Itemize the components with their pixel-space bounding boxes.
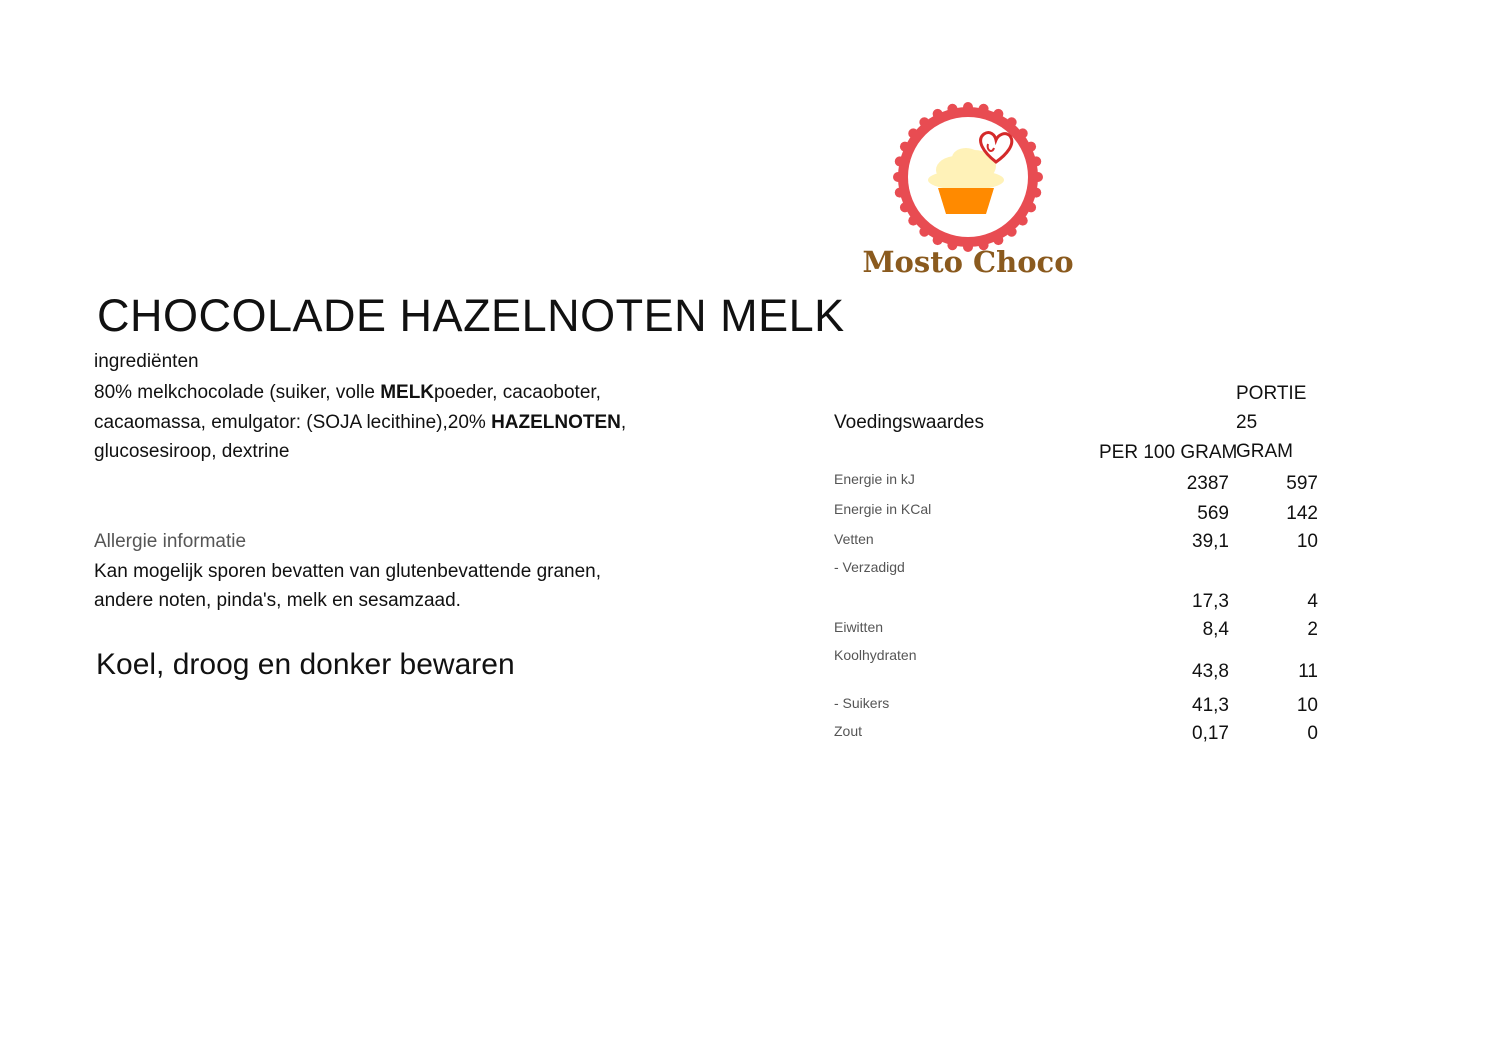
nutrition-row-label: Energie in kJ xyxy=(834,471,915,487)
ingredients-line-1 xyxy=(94,382,601,404)
logo-graphic xyxy=(858,100,1080,282)
nutrition-row-label: Energie in KCal xyxy=(834,501,932,517)
ingredients-text: 80% melkchocolade (suiker, volle xyxy=(94,382,381,403)
ingredients-heading: ingrediënten xyxy=(94,351,199,372)
nutrition-row-per100: 2387 xyxy=(1186,473,1229,494)
ingredients-line-2 xyxy=(94,412,626,434)
nutrition-row-label: Zout xyxy=(834,723,863,739)
portion-header-line-3: GRAM xyxy=(1236,441,1293,462)
brand-logo xyxy=(858,100,1080,282)
nutrition-row-per100: 41,3 xyxy=(1192,695,1229,716)
nutrition-row-portion: 4 xyxy=(1307,591,1318,612)
nutrition-row-per100: 17,3 xyxy=(1192,591,1229,612)
nutrition-row-portion: 10 xyxy=(1296,531,1318,552)
allergy-line-2: andere noten, pinda's, melk en sesamzaad. xyxy=(94,590,461,611)
nutrition-row-label: - Suikers xyxy=(834,695,890,711)
nutrition-row-label: - Verzadigd xyxy=(834,559,905,575)
allergen-milk: MELK xyxy=(380,382,435,403)
ingredients-text: poeder, cacaoboter, xyxy=(434,382,601,403)
nutrition-row-per100: 43,8 xyxy=(1192,661,1229,682)
nutrition-row-label: Koolhydraten xyxy=(834,647,917,663)
nutrition-row-portion: 10 xyxy=(1296,695,1318,716)
nutrition-row-per100: 569 xyxy=(1197,503,1229,524)
nutrition-row-portion: 2 xyxy=(1307,619,1318,640)
portion-header-line-1: PORTIE xyxy=(1236,383,1307,404)
allergy-line-1: Kan mogelijk sporen bevatten van glutenbevattende granen, xyxy=(94,561,602,582)
nutrition-row-portion: 142 xyxy=(1286,503,1318,524)
ingredients-text: cacaomassa, emulgator: (SOJA lecithine),20% xyxy=(94,412,492,433)
nutrition-row-portion: 0 xyxy=(1307,723,1318,744)
storage-instructions: Koel, droog en donker bewaren xyxy=(96,648,515,681)
allergy-heading: Allergie informatie xyxy=(94,531,247,552)
logo-wordmark: Mosto Choco xyxy=(862,245,1074,279)
allergen-hazelnuts: HAZELNOTEN xyxy=(491,412,621,433)
nutrition-row-label: Eiwitten xyxy=(834,619,884,635)
product-title: CHOCOLADE HAZELNOTEN MELK xyxy=(97,290,845,341)
ingredients-line-3: glucosesiroop, dextrine xyxy=(94,441,290,462)
nutrition-row-portion: 11 xyxy=(1298,661,1318,682)
ingredients-text: , xyxy=(620,412,627,433)
nutrition-row-per100: 0,17 xyxy=(1192,723,1229,744)
nutrition-heading: Voedingswaardes xyxy=(834,412,984,433)
nutrition-row-per100: 39,1 xyxy=(1192,531,1229,552)
nutrition-row-per100: 8,4 xyxy=(1202,619,1229,640)
nutrition-row-label: Vetten xyxy=(834,531,874,547)
portion-header-line-2: 25 xyxy=(1236,412,1258,433)
per100-header: PER 100 GRAM xyxy=(1099,442,1238,463)
nutrition-row-portion: 597 xyxy=(1286,473,1318,494)
